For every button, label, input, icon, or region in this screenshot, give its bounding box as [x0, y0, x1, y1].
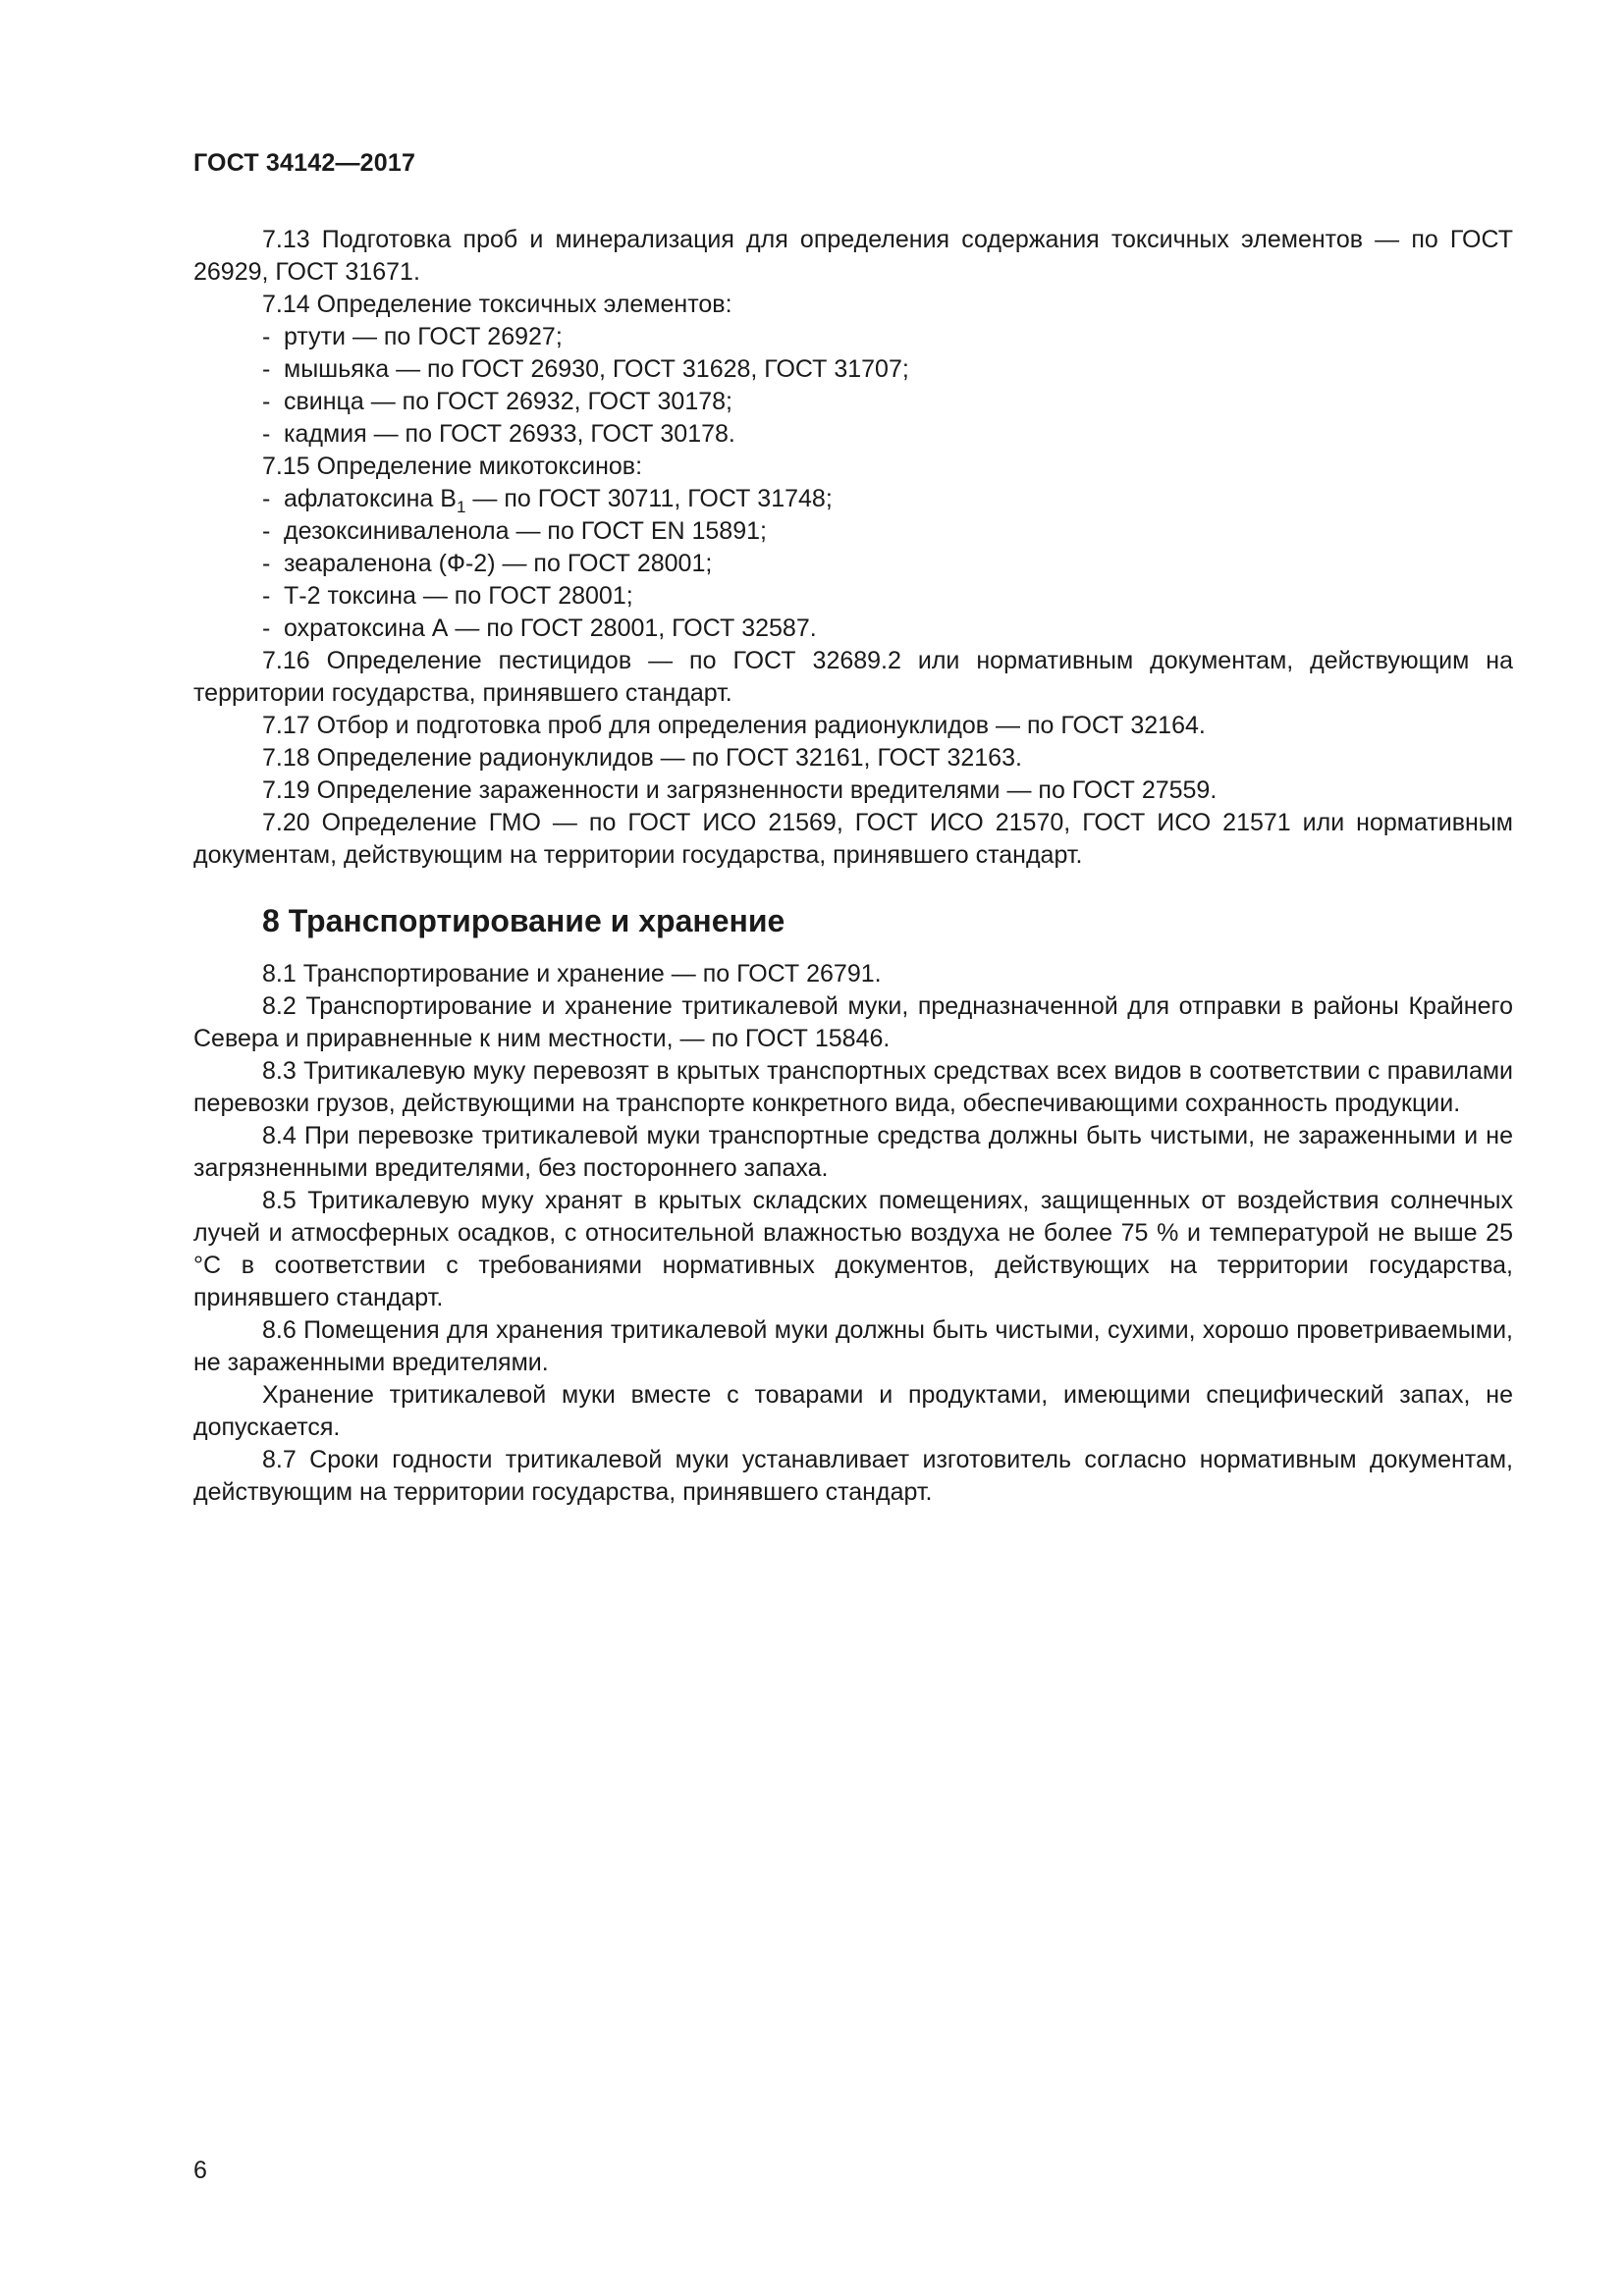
paragraph-7-16: 7.16 Определение пестицидов — по ГОСТ 32689.2 или нормативным документам, действующим на территории государства, принявшего стандарт. [193, 647, 1513, 707]
paragraph-8-3: 8.3 Тритикалевую муку перевозят в крытых транспортных средствах всех видов в соответствии с правилами перевозки грузов, действующими на транспорте конкретного вида, обеспечивающими сохранность продукции. [193, 1057, 1513, 1117]
paragraph-7-14: 7.14 Определение токсичных элементов: [262, 291, 732, 318]
list-item [193, 515, 1513, 548]
list-dash: - [262, 355, 271, 383]
list-item [193, 353, 1513, 386]
list-item-text: дезоксиниваленола — по ГОСТ EN 15891; [284, 517, 767, 545]
paragraph-8-1: 8.1 Транспортирование и хранение — по ГОСТ 26791. [262, 960, 882, 988]
paragraph-7-17: 7.17 Отбор и подготовка проб для определения радионуклидов — по ГОСТ 32164. [262, 712, 1206, 739]
list-item-aflatoxin [193, 483, 1513, 515]
list-item-text: свинца — по ГОСТ 26932, ГОСТ 30178; [284, 388, 732, 415]
document-header: ГОСТ 34142—2017 [193, 149, 416, 177]
paragraph-7-20: 7.20 Определение ГМО — по ГОСТ ИСО 21569, ГОСТ ИСО 21570, ГОСТ ИСО 21571 или нормативным документам, действующим на территории государства, принявшего стандарт. [193, 809, 1513, 869]
list-dash: - [262, 388, 271, 415]
list-item [193, 418, 1513, 451]
list-item-text: Т-2 токсина — по ГОСТ 28001; [284, 582, 633, 610]
list-item [193, 613, 1513, 645]
paragraph-8-6: 8.6 Помещения для хранения тритикалевой муки должны быть чистыми, сухими, хорошо проветриваемыми, не зараженными вредителями. [193, 1316, 1513, 1376]
list-item-text: кадмия — по ГОСТ 26933, ГОСТ 30178. [284, 420, 735, 448]
paragraph-8-2: 8.2 Транспортирование и хранение тритикалевой муки, предназначенной для отправки в районы Крайнего Севера и приравненные к ним местности, — по ГОСТ 15846. [193, 992, 1513, 1052]
list-dash: - [262, 550, 271, 577]
section-8-title: 8 Транспортирование и хранение [262, 903, 785, 938]
list-dash: - [262, 582, 271, 610]
paragraph-7-13: 7.13 Подготовка проб и минерализация для определения содержания токсичных элементов — по ГОСТ 26929, ГОСТ 31671. [193, 226, 1513, 286]
list-item-text: ртути — по ГОСТ 26927; [284, 323, 563, 350]
paragraph-8-6-note: Хранение тритикалевой муки вместе с товарами и продуктами, имеющими специфический запах, не допускается. [193, 1381, 1513, 1441]
list-item-text: зеараленона (Ф-2) — по ГОСТ 28001; [284, 550, 713, 577]
list-item [193, 548, 1513, 580]
list-item-text: мышьяка — по ГОСТ 26930, ГОСТ 31628, ГОСТ 31707; [284, 355, 909, 383]
list-item [193, 386, 1513, 418]
list-dash: - [262, 614, 271, 642]
list-item [193, 321, 1513, 353]
document-body [193, 224, 1513, 1509]
paragraph-7-15: 7.15 Определение микотоксинов: [262, 453, 643, 480]
list-dash: - [262, 420, 271, 448]
page-number: 6 [193, 2157, 207, 2184]
list-dash: - [262, 485, 271, 512]
paragraph-7-19: 7.19 Определение зараженности и загрязненности вредителями — по ГОСТ 27559. [262, 776, 1218, 804]
list-dash: - [262, 323, 271, 350]
aflatoxin-suffix: — по ГОСТ 30711, ГОСТ 31748; [465, 485, 833, 512]
aflatoxin-subscript: 1 [456, 498, 466, 516]
aflatoxin-prefix: афлатоксина B [284, 485, 457, 512]
paragraph-8-5: 8.5 Тритикалевую муку хранят в крытых складских помещениях, защищенных от воздействия солнечных лучей и атмосферных осадков, с относительной влажностью воздуха не более 75 % и температурой не выше 25 °C в соответствии с требованиями нормативных документов, действующих на территории государства, принявшего стандарт. [193, 1187, 1513, 1311]
paragraph-7-18: 7.18 Определение радионуклидов — по ГОСТ 32161, ГОСТ 32163. [262, 744, 1022, 772]
paragraph-8-7: 8.7 Сроки годности тритикалевой муки устанавливает изготовитель согласно нормативным документам, действующим на территории государства, принявшего стандарт. [193, 1446, 1513, 1506]
list-item [193, 580, 1513, 613]
list-item-text: охратоксина А — по ГОСТ 28001, ГОСТ 32587. [284, 614, 817, 642]
list-dash: - [262, 517, 271, 545]
paragraph-8-4: 8.4 При перевозке тритикалевой муки транспортные средства должны быть чистыми, не зараженными и не загрязненными вредителями, без постороннего запаха. [193, 1122, 1513, 1182]
